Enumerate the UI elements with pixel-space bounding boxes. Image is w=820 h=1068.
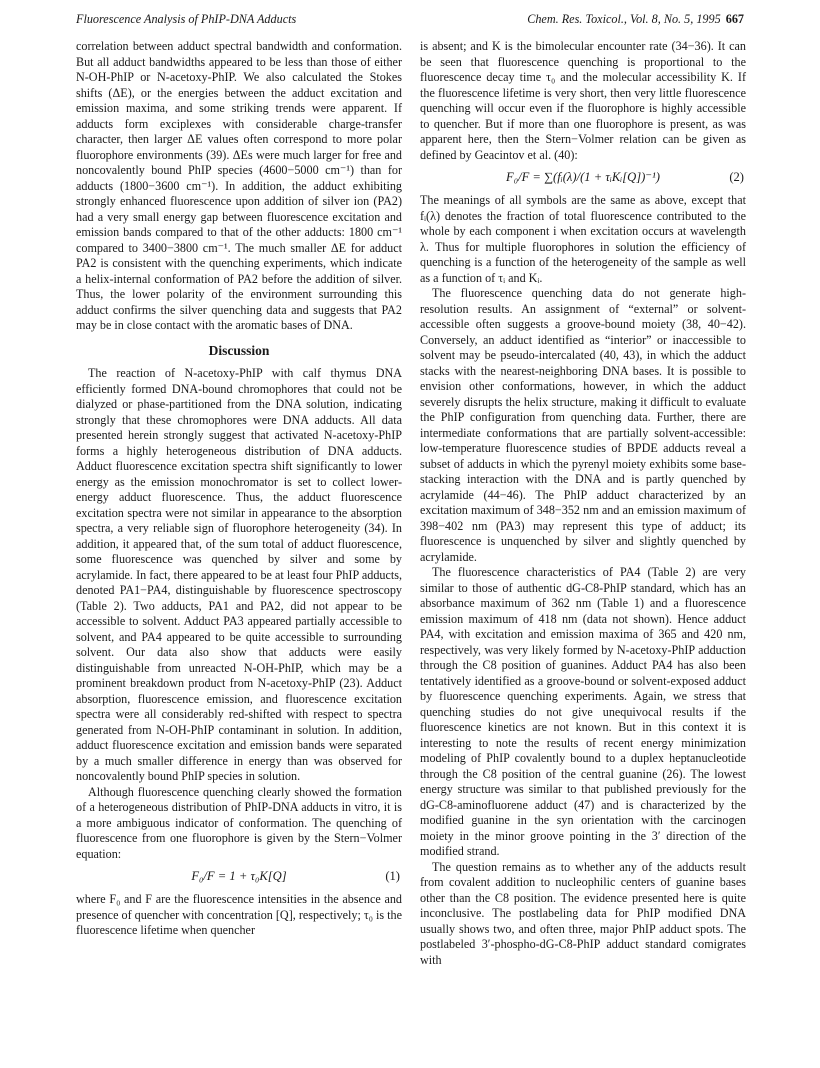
equation-expression: F₀/F = ∑(fᵢ(λ)/(1 + τᵢKᵢ[Q])⁻¹) bbox=[506, 170, 660, 184]
section-heading-discussion: Discussion bbox=[208, 342, 270, 358]
paragraph: where F₀ and F are the fluorescence intensities in the absence and presence of quencher with concentration [Q], respectively; τ₀ is the fluorescence lifetime when quencher bbox=[76, 892, 402, 937]
paragraph: The fluorescence characteristics of PA4 (Table 2) are very similar to those of authentic dG-C8-PhIP standard, which has an absorbance maximum of 362 nm (Table 1) and a fluorescence emission maximum of 418 nm (data not shown). Hence adduct PA4, with excitation and emission maxima of 365 and 420 nm, respectively, was very likely formed by N-acetoxy-PhIP adduction through the C8 position of guanines. Adduct PA4 has also been tentatively identified as a groove-bound or solvent-exposed adduct by fluorescence quenching experiments. Again, we stress that quenching studies do not give unequivocal results if the fluorescence kinetics are not known. But in this context it is interesting to note the results of recent energy minimization modeling of PhIP covalently bound to a duplex heptanucleotide through the C8 position of the central guanine (26). The lowest energy structure was similar to that published previously for the dG-C8-aminofluorene adduct (47) and is characterized by the modified guanine in the syn orientation with the carcinogen moiety in the minor groove pointing in the 3′ direction of the modified strand. bbox=[420, 565, 746, 858]
page-number: 667 bbox=[725, 12, 744, 26]
paragraph: is absent; and K is the bimolecular encounter rate (34−36). It can be seen that fluorescence quenching is proportional to the fluorescence decay time τ₀ and the molecular accessibility K. If the fluorescence lifetime is very short, then very little fluorescence quenching will occur even if the fluorophore is highly accessible to quencher. But if more than one fluorophore is present, as was apparent here, then the Stern−Volmer relation can be given as defined by Geacintov et al. (40): bbox=[420, 39, 746, 162]
paragraph: The reaction of N-acetoxy-PhIP with calf thymus DNA efficiently formed DNA-bound chromophores that could not be dialyzed or phase-partitioned from the DNA solution, indicating strongly that these chromophores were DNA adducts. All data presented herein strongly suggest that activated N-acetoxy-PhIP forms a highly heterogeneous distribution of DNA adducts. Adduct fluorescence excitation spectra shift significantly to lower energy as the emission monochromator is set to collect lower-energy adduct fluorescence. Thus, the adduct fluorescence excitation spectra were not similar in appearance to the absorption spectra, a very reliable sign of fluorophore heterogeneity (34). In addition, it appeared that, of the sum total of adduct fluorescence, some fluorescence was quenched by silver and some by acrylamide. In fact, there appeared to be at least four PhIP adducts, denoted PA1−PA4, distinguishable by fluorescence spectroscopy (Table 2). Two adducts, PA1 and PA2, did not appear to be accessible to solvent. Adduct PA3 appeared partially accessible to solvent, and PA4 appeared to be quite accessible to surrounding solvent. Our data also show that adducts were easily distinguishable from unreacted N-OH-PhIP, which may be a prominent breakdown product from N-acetoxy-PhIP (23). Adduct absorption, fluorescence emission, and fluorescence excitation spectra were all considerably red-shifted with respect to spectra generated from N-OH-PhIP contaminant in solution. In addition, adduct fluorescence excitation and emission bands were separated by a much smaller difference in energy than was observed for noncovalently bound PhIP species in solution. bbox=[76, 366, 402, 783]
header-journal-info bbox=[527, 12, 744, 27]
paragraph: The meanings of all symbols are the same as above, except that fᵢ(λ) denotes the fraction of total fluorescence contributed to the whole by each component i when excitation occurs at wavelength λ. Thus for multiple fluorophores in solution the efficiency of quenching is a function of the heterogeneity of the sample as well as a function of τᵢ and Kᵢ. bbox=[420, 193, 746, 285]
paragraph: correlation between adduct spectral bandwidth and conformation. But all adduct bandwidths appeared to be less than those of either N-OH-PhIP or N-acetoxy-PhIP. We also calculated the Stokes shifts (ΔE), or the energies between the adduct excitation and emission maxima, and some striking trends were apparent. If adducts form exciplexes with considerable charge-transfer character, then larger ΔE values often correspond to more polar fluorophore environments (39). ΔEs were much larger for free and noncovalently bound PhIP species (4600−5000 cm⁻¹) than for adducts (1800−3600 cm⁻¹). In addition, the adduct exhibiting strongly enhanced fluorescence upon addition of silver ion (PA2) had a very small energy gap between fluorescence excitation and emission bands compared to that of the other adducts: 1800 cm⁻¹ compared to 3400−3800 cm⁻¹. The much smaller ΔE for adduct PA2 is consistent with the quenching experiments, which indicate a helix-internal conformation of PA2 before the addition of silver. Thus, the lower polarity of the environment surrounding this adduct confirms the silver quenching data and suggests that PA2 may be in close contact with the aromatic bases of DNA. bbox=[76, 39, 402, 332]
running-header bbox=[76, 12, 744, 30]
left-column bbox=[76, 39, 402, 939]
header-title: Fluorescence Analysis of PhIP-DNA Adducts bbox=[76, 12, 297, 26]
equation-expression: F₀/F = 1 + τ₀K[Q] bbox=[191, 869, 287, 883]
equation-number: (1) bbox=[385, 869, 400, 883]
equation-number: (2) bbox=[729, 170, 744, 184]
right-column bbox=[420, 39, 746, 968]
paragraph: Although fluorescence quenching clearly showed the formation of a heterogeneous distribution of PhIP-DNA adducts in vitro, it is a more ambiguous indicator of conformation. The quenching of fluorescence from one fluorophore is given by the Stern−Volmer equation: bbox=[76, 784, 402, 861]
equation-2 bbox=[420, 163, 746, 193]
paragraph: The fluorescence quenching data do not generate high-resolution results. An assignment of “external” or solvent-accessible often suggests a groove-bound moiety (38, 40−42). Conversely, an adduct identified as “interior” or inaccessible to solvent may be pseudo-intercalated (40, 43), in which the adduct stacks with the nearest-neighboring DNA bases. It is possible to envision other conformations, however, in which the adduct severely disrupts the helix structure, making it difficult to evaluate the PhIP configuration from quenching data. Further, there are intermediate conformations that are partially solvent-accessible: low-temperature fluorescence studies of BPDE adducts reveal a subset of adducts in which the pyrenyl moiety exhibits some base-stacking interaction with the DNA and is partly quenched by acrylamide (44−46). The PhIP adduct characterized by an excitation maximum of 348−352 nm and an emission maximum of 398−402 nm (PA3) may represent this type of adduct; its fluorescence is unquenched by silver and slightly quenched by acrylamide. bbox=[420, 286, 746, 564]
paragraph: The question remains as to whether any of the adducts result from covalent addition to nucleophilic centers of guanine bases other than the C8 position. The evidence presented here is quite inconclusive. The postlabeling data for PhIP modified DNA usually shows two, and often three, major PhIP adduct spots. The postlabeled 3′-phospho-dG-C8-PhIP adduct standard comigrates with bbox=[420, 859, 746, 967]
journal-citation: Chem. Res. Toxicol., Vol. 8, No. 5, 1995 bbox=[527, 12, 721, 26]
equation-1 bbox=[76, 862, 402, 892]
